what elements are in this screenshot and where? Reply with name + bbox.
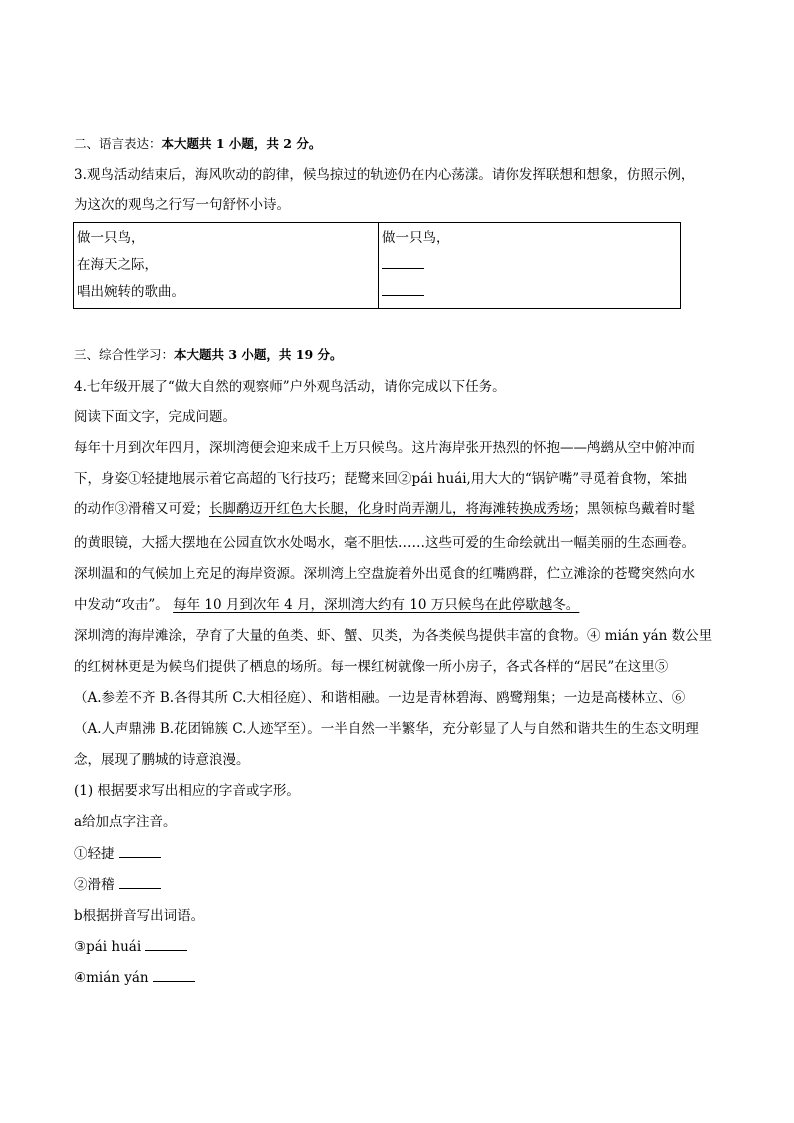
poem-example-line: 唱出婉转的歌曲。 — [77, 284, 185, 300]
answer-item-label: ③pái huái — [74, 939, 142, 955]
passage-line — [74, 500, 695, 518]
poem-example-line: 在海天之际， — [77, 257, 158, 273]
section2-heading — [74, 135, 321, 153]
passage-line — [74, 596, 579, 614]
passage-line: 每年十月到次年四月，深圳湾便会迎来成千上万只候鸟。这片海岸张开热烈的怀抱——鸬鹚从空中俯冲而 — [74, 440, 695, 456]
poem-answer-first-line: 做一只鸟， — [382, 230, 450, 246]
subquestion-b: b根据拼音写出词语。 — [74, 908, 205, 924]
passage-line: （A.人声鼎沸 B.花团锦簇 C.人迹罕至）。一半自然一半繁华，充分彰显了人与自然和谐共生的生态文明理 — [74, 721, 699, 737]
answer-item-3 — [74, 938, 187, 956]
answer-blank-3[interactable] — [145, 938, 187, 951]
answer-item-label: ①轻捷 — [74, 846, 115, 862]
passage-text: ；黑领椋鸟戴着时髦 — [573, 501, 695, 517]
question4-intro: 4.七年级开展了“做大自然的观察师”户外观鸟活动，请你完成以下任务。 — [74, 379, 506, 395]
question3-line2: 为这次的观鸟之行写一句舒怀小诗。 — [74, 197, 290, 213]
poem-answer-cell — [379, 223, 681, 309]
passage-line: 念，展现了鹏城的诗意浪漫。 — [74, 752, 250, 768]
passage-line: （A.参差不齐 B.各得其所 C.大相径庭）、和谐相融。一边是青林碧海、鸥鹭翔集；一边是高楼林立、⑥ — [74, 690, 686, 706]
answer-item-label: ④mián yán — [74, 970, 149, 986]
reading-instruction: 阅读下面文字，完成问题。 — [74, 409, 236, 425]
answer-item-2 — [74, 876, 161, 894]
underlined-sentence-1: 长脚鹬迈开红色大长腿，化身时尚弄潮儿，将海滩转换成秀场 — [209, 501, 574, 517]
answer-item-1 — [74, 845, 161, 863]
answer-blank-4[interactable] — [153, 969, 195, 982]
answer-blank-2[interactable] — [119, 876, 161, 889]
passage-line: 的红树林更是为候鸟们提供了栖息的场所。每一棵红树就像一所小房子，各式各样的“居民”在这里⑤ — [74, 659, 669, 675]
section2-heading-prefix: 二、语言表达： — [74, 136, 162, 151]
section3-heading-prefix: 三、综合性学习： — [74, 347, 175, 362]
poem-example-line: 做一只鸟， — [77, 230, 145, 246]
question3-line1: 3.观鸟活动结束后，海风吹动的韵律，候鸟掠过的轨迹仍在内心荡漾。请你发挥联想和想象，仿照示例， — [74, 167, 695, 183]
passage-line: 下，身姿①轻捷地展示着它高超的飞行技巧；琵鹭来回②pái huái,用大大的“锅铲嘴”寻觅着食物，笨拙 — [74, 471, 688, 487]
poem-example-cell — [74, 223, 379, 309]
subquestion-a: a给加点字注音。 — [74, 814, 177, 830]
poem-answer-blank-2[interactable] — [382, 279, 677, 306]
passage-line: 深圳温和的气候加上充足的海岸资源。深圳湾上空盘旋着外出觅食的红嘴鸥群，伫立滩涂的苍鹭突然向水 — [74, 566, 695, 582]
poem-answer-blank-1[interactable] — [382, 252, 677, 279]
subquestion-1: (1) 根据要求写出相应的字音或字形。 — [74, 783, 300, 799]
passage-line: 深圳湾的海岸滩涂，孕育了大量的鱼类、虾、蟹、贝类，为各类候鸟提供丰富的食物。④ mián yán 数公里 — [74, 628, 713, 644]
section3-heading-bold: 本大题共 3 小题，共 19 分。 — [174, 347, 343, 362]
section2-heading-bold: 本大题共 1 小题，共 2 分。 — [161, 136, 322, 151]
poem-table — [73, 222, 681, 309]
section3-heading — [74, 346, 343, 364]
passage-text: 的动作③滑稽又可爱； — [74, 501, 209, 517]
answer-item-4 — [74, 969, 195, 987]
underlined-sentence-2: 每年 10 月到次年 4 月，深圳湾大约有 10 万只候鸟在此停歇越冬。 — [173, 597, 580, 613]
passage-text: 中发动“攻击”。 — [74, 597, 169, 613]
answer-item-label: ②滑稽 — [74, 877, 115, 893]
answer-blank-1[interactable] — [119, 845, 161, 858]
passage-line: 的黄眼镜，大摇大摆地在公园直饮水处喝水，毫不胆怯……这些可爱的生命绘就出一幅美丽的生态画卷。 — [74, 535, 695, 551]
